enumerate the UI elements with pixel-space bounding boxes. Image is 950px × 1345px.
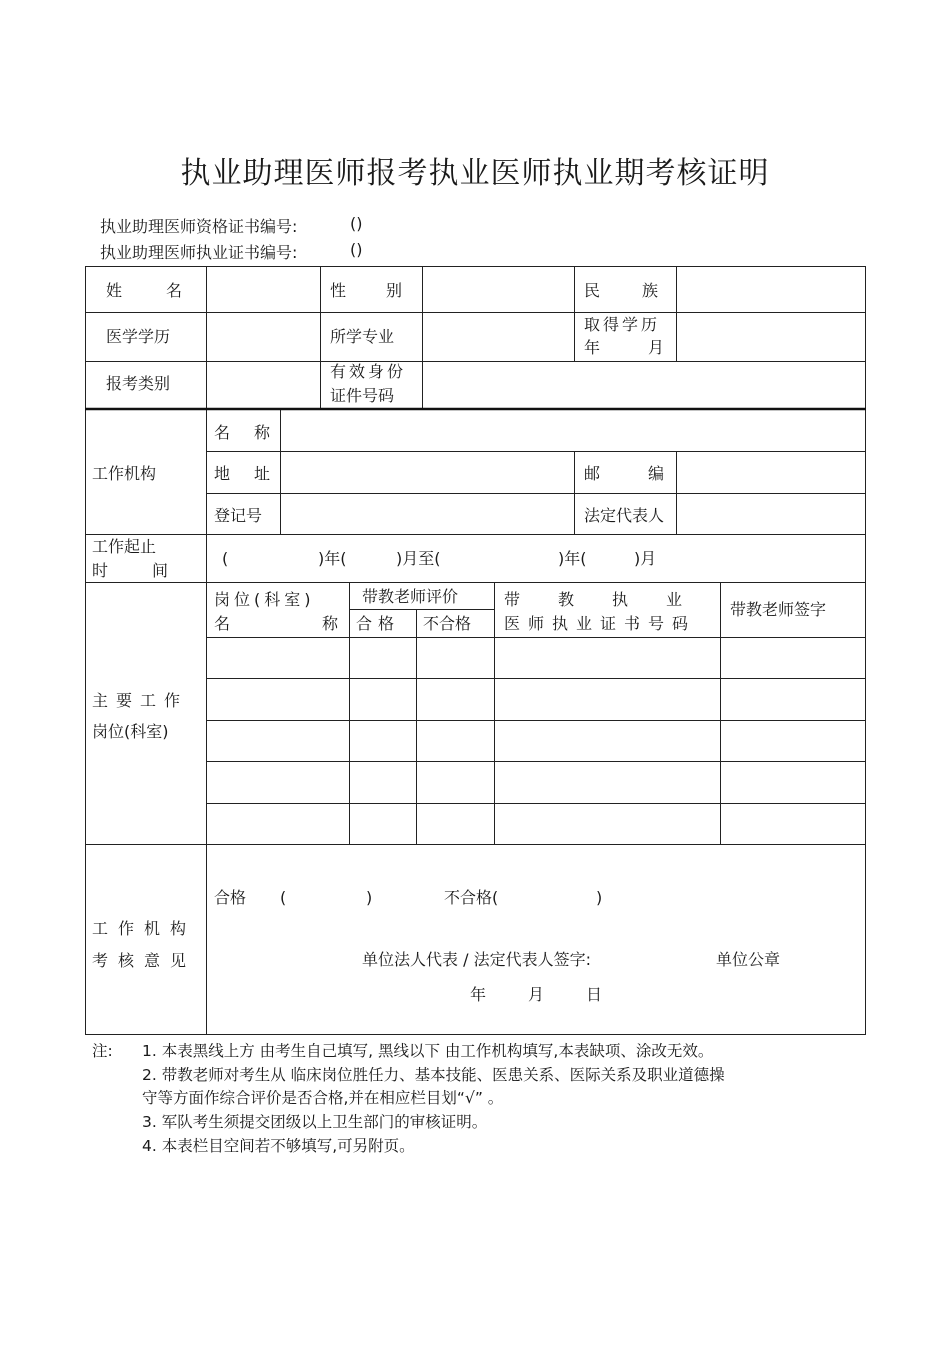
postcode-label [584,462,664,486]
practice-cert-label: 执业助理医师执业证书编号: [100,243,298,262]
period-month-to: )月至( [396,549,441,568]
posts-label-2: 岗位(科室) [92,722,169,741]
org-name-field[interactable] [282,411,864,449]
edu-date-label-2 [584,336,664,360]
org-address-field[interactable] [282,453,572,491]
name-field[interactable] [208,268,318,310]
review-fail-close: ) [596,888,603,907]
practice-cert-value[interactable]: () [350,240,363,259]
edu-date-field[interactable] [678,314,864,360]
period-label-2b: 间 [151,561,168,580]
id-label-2: 证件号码 [330,386,395,405]
period-label-2 [92,559,168,583]
education-field[interactable] [208,314,318,360]
col-post-2b: 称 [321,614,338,633]
gender-label [330,279,402,303]
org-name-label [214,421,270,445]
org-address-a: 地 [214,464,231,483]
org-address-label [214,462,270,486]
review-label-1: 工作机构 [92,919,197,938]
gender-field[interactable] [424,268,572,310]
name-label-b: 名 [165,281,182,300]
major-label: 所学专业 [330,327,395,346]
notes-prefix: 注: [92,1042,113,1060]
col-post-2a: 名 [214,614,231,633]
period-label-1: 工作起止 [92,537,157,556]
qualification-cert-value[interactable]: () [350,214,363,233]
review-day-label: 日 [586,985,603,1004]
name-label [106,279,182,303]
posts-label-1: 主要工作 [92,691,189,710]
note-4: 4. 本表栏目空间若不够填写,可另附页。 [142,1137,415,1155]
postcode-a: 邮 [584,464,601,483]
review-pass-open[interactable]: ( [280,888,287,907]
review-pass-label: 合格 [214,888,247,907]
org-address-b: 址 [253,464,270,483]
review-year-label: 年 [470,985,487,1004]
postcode-field[interactable] [678,453,864,491]
reg-no-field[interactable] [282,495,572,533]
col-pass-label: 合格 [356,614,401,633]
exam-category-label: 报考类别 [106,374,171,393]
note-3: 3. 军队考生须提交团级以上卫生部门的审核证明。 [142,1113,488,1131]
name-label-a: 姓 [106,281,123,300]
ethnic-label-b: 族 [641,281,658,300]
review-label-2: 考核意见 [92,951,197,970]
reg-no-label: 登记号 [214,506,263,525]
gender-label-b: 别 [385,281,402,300]
edu-date-month: 月 [647,338,664,357]
note-2b: 守等方面作综合评价是否合格,并在相应栏目划“√” 。 [142,1089,504,1107]
edu-date-year: 年 [584,338,601,357]
id-label-1: 有效身份 [330,362,407,381]
id-number-field[interactable] [424,363,864,407]
qualification-cert-label: 执业助理医师资格证书编号: [100,217,298,236]
org-label: 工作机构 [92,464,157,483]
period-year-2: )年( [558,549,587,568]
legal-rep-label: 法定代表人 [584,506,665,525]
col-cert-label-2: 医师执业证书号码 [504,614,697,633]
org-name-b: 称 [253,423,270,442]
col-eval-label: 带教老师评价 [362,587,459,606]
note-1: 1. 本表黑线上方 由考生自己填写, 黑线以下 由工作机构填写,本表缺项、涂改无效。 [142,1042,714,1060]
period-label-2a: 时 [92,561,109,580]
review-seal-label: 单位公章 [716,950,781,969]
legal-rep-field[interactable] [678,495,864,533]
col-fail-label: 不合格 [423,614,472,633]
review-month-label: 月 [528,985,545,1004]
education-label: 医学学历 [106,327,171,346]
col-cert-label-1: 带教执业 [504,590,721,609]
ethnic-field[interactable] [678,268,864,310]
major-field[interactable] [424,314,572,360]
review-signature-label: 单位法人代表 / 法定代表人签字: [362,950,591,969]
review-fail-label[interactable]: 不合格( [444,888,499,907]
ethnic-label [584,279,658,303]
note-2a: 2. 带教老师对考生从 临床岗位胜任力、基本技能、医患关系、医际关系及职业道德操 [142,1066,725,1084]
exam-category-field[interactable] [208,363,318,407]
edu-date-label-1: 取得学历 [584,315,661,334]
org-name-a: 名 [214,423,231,442]
document-title: 执业助理医师报考执业医师执业期考核证明 [180,156,770,191]
review-pass-close: ) [366,888,373,907]
period-month-2: )月 [634,549,657,568]
period-open: ( [222,549,229,568]
col-post-label-1: 岗位(科室) [214,590,315,609]
postcode-b: 编 [647,464,664,483]
ethnic-label-a: 民 [584,281,601,300]
col-sign-label: 带教老师签字 [730,600,827,619]
period-year-1: )年( [318,549,347,568]
gender-label-a: 性 [330,281,347,300]
col-post-label-2 [214,612,338,636]
